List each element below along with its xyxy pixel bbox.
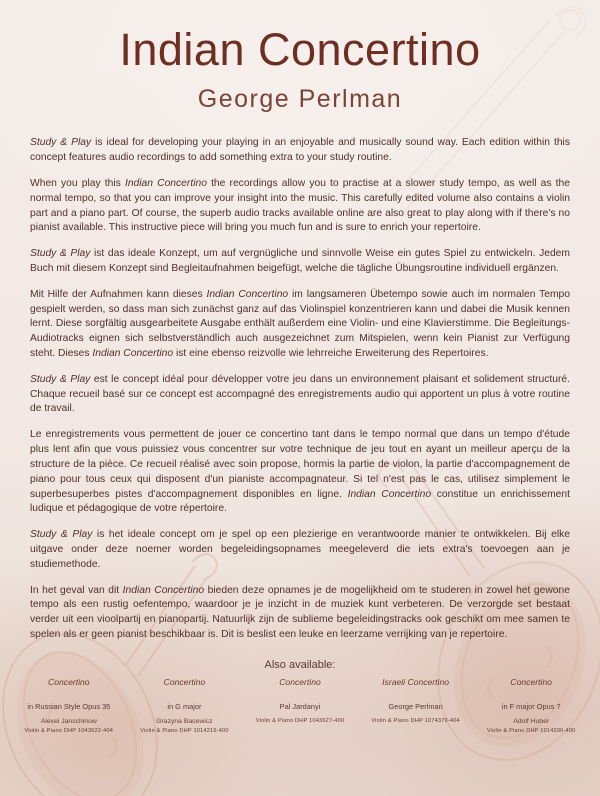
composer-name: George Perlman	[197, 85, 403, 114]
also-available-list	[14, 677, 586, 734]
list-item[interactable]	[14, 677, 124, 734]
edition-code: Violin & Piano DHP 1043622-404	[24, 728, 114, 735]
edition-subtitle: in G major	[167, 701, 202, 711]
edition-subtitle: in F major Opus 7	[501, 701, 561, 711]
description-text	[30, 136, 570, 643]
edition-title: Concertino	[163, 676, 206, 687]
page-title: Indian Concertino	[119, 24, 481, 75]
edition-code: Violin & Piano DHP 1014216-400	[140, 728, 229, 735]
also-available-heading: Also available:	[264, 658, 336, 671]
paragraph-fr-1: Study & Play est le concept idéal pour développer votre jeu dans un environnement plaisant et solidement structuré. Chaque recueil basé sur ce concept est accompagné des enregistrements audio qui apportent un plus à votre routine de travail.	[30, 373, 570, 415]
edition-code: Violin & Piano DHP 1014200-400	[486, 728, 576, 735]
edition-subtitle: in Russian Style Opus 35	[27, 701, 111, 711]
edition-arranger: Adolf Huber	[513, 718, 550, 726]
paragraph-en-1: Study & Play is ideal for developing your playing in an enjoyable and musically sound way. Each edition within this concept features audio recordings to add something extra to your study routine.	[30, 137, 570, 164]
edition-title: Israeli Concertino	[382, 676, 450, 687]
list-item[interactable]	[361, 677, 471, 724]
edition-code: Violin & Piano DHP 1074379-404	[371, 718, 460, 725]
list-item[interactable]	[476, 677, 586, 734]
paragraph-nl-2: In het geval van dit Indian Concertino bieden deze opnames je de mogelijkheid om te studeren in zowel het gewone tempo als een rustig oefentempo, waardoor je je inzicht in de muziek kunt verbeteren. De verzorgde set bestaat verder uit een vioolpartij en pianopartij. Natuurlijk zijn de sublieme begeleidingstracks ook geschikt om mee samen te spelen als er geen pianist beschikbaar is. Dit is beslist een leuke en leerzame verrijking van je repertoire.	[30, 584, 570, 640]
edition-title: Concertino	[510, 676, 552, 687]
paragraph-de-1: Study & Play ist das ideale Konzept, um auf vergnügliche und sinnvolle Weise ein gutes Spiel zu entwickeln. Jedem Buch mit diesem Konzept sind Begleitaufnahmen beigefügt, welche die tägliche Übungsroutine individuell ergänzen.	[30, 248, 570, 274]
edition-subtitle: George Perlman	[388, 701, 443, 711]
edition-title: Concertino	[279, 676, 321, 687]
edition-subtitle: Pal Jardanyi	[279, 701, 321, 711]
edition-title: Concertino	[48, 676, 90, 687]
paragraph-en-2: When you play this Indian Concertino the recordings allow you to practise at a slower study tempo, as well as the normal tempo, so that you can improve your insight into the music. This carefully edited volume also contains a violin part and a piano part. Of course, the superb audio tracks available online are also great to play along with if there's no pianist available. This instructive piece will bring you much fun and is sure to enrich your repertoire.	[30, 177, 570, 234]
paragraph-nl-1: Study & Play is het ideale concept om je spel op een plezierige en verantwoorde manier te ontwikkelen. Bij elke uitgave onder deze noemer worden begeleidingsopnames meegeleverd die iets extra's toevoegen aan je studiemethode.	[30, 529, 571, 570]
paragraph-de-2: Mit Hilfe der Aufnahmen kann dieses Indian Concertino im langsameren Übetempo sowie auch im normalen Tempo gespielt werden, so dass man sich zunächst ganz auf das Violinspiel konzentrieren kann und dabei die Musik kennen lernt. Diese sorgfältig ausgearbeitete Ausgabe enthält außerdem eine Violin- und eine Klavierstimme. Die Begleitungs-Audiotracks eignen sich selbstverständlich auch ausgezeichnet zum Mitspielen, wenn kein Pianist zur Verfügung steht. Dieses Indian Concertino ist eine ebenso reizvolle wie lehrreiche Erweiterung des Repertoires.	[30, 288, 570, 359]
edition-code: Violin & Piano DHP 1043627-400	[255, 718, 345, 725]
list-item[interactable]	[245, 677, 355, 724]
paragraph-fr-2: Le enregistrements vous permettent de jouer ce concertino tant dans le tempo normal que dans un tempo d'étude plus lent afin que vous puissiez vous concentrer sur votre technique de jeu tout en ayant un meilleur aperçu de la structure de la pièce. Ce recueil réalisé avec soin propose, hormis la partie de violon, la partie d'accompagnement de piano pour tous ceux qui disposent d'un pianiste accompagnateur. Si tel n'est pas le cas, utilisez simplement le superbesuperbes pistes d'accompagnement disponibles en ligne. Indian Concertino constitue un enrichissement ludique et pédagogique de votre répertoire.	[30, 429, 570, 515]
list-item[interactable]	[130, 677, 240, 734]
edition-arranger: Grazyna Bacewicz	[156, 718, 213, 726]
edition-arranger: Alexei Janschinow	[40, 718, 97, 726]
